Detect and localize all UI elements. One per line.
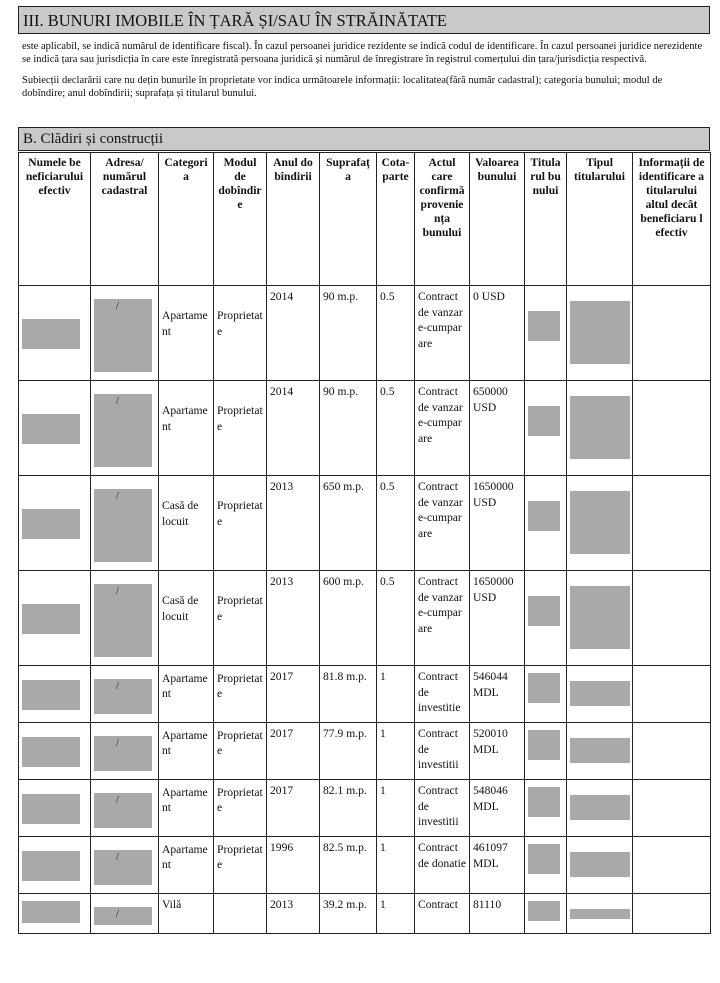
address-cell	[94, 489, 155, 562]
redacted-holder	[528, 901, 560, 921]
address-cell	[94, 394, 155, 467]
acquisition-mode-cell	[214, 894, 267, 934]
address-separator: /	[116, 852, 119, 863]
value-cell: 546044 MDL	[470, 666, 525, 723]
year-cell: 2017	[267, 666, 320, 723]
address-separator: /	[116, 396, 119, 407]
redacted-beneficiary	[22, 680, 80, 710]
share-cell: 1	[377, 666, 415, 723]
address-separator: /	[116, 795, 119, 806]
value-cell: 520010 MDL	[470, 723, 525, 780]
address-separator: /	[116, 586, 119, 597]
origin-act-cell: Contract de vanzar e-cumpar are	[415, 286, 470, 381]
address-separator: /	[116, 909, 119, 920]
redacted-holder	[528, 596, 560, 626]
holder-info-cell	[633, 894, 711, 934]
category-cell: Apartame nt	[159, 780, 214, 837]
category-cell: Apartame nt	[159, 286, 214, 381]
year-cell: 2014	[267, 381, 320, 476]
section-title-band	[18, 6, 710, 34]
holder-info-cell	[633, 780, 711, 837]
redacted-address	[94, 584, 152, 657]
origin-act-cell: Contract	[415, 894, 470, 934]
category-cell: Apartame nt	[159, 723, 214, 780]
value-cell: 650000 USD	[470, 381, 525, 476]
redacted-address	[94, 489, 152, 562]
table-row	[19, 780, 711, 837]
year-cell: 2017	[267, 723, 320, 780]
holder-info-cell	[633, 286, 711, 381]
table-header-row	[19, 153, 711, 286]
redacted-address	[94, 850, 152, 885]
category-cell: Apartame nt	[159, 837, 214, 894]
header-origin-act: Actul care confirmă provenie nța bunului	[415, 153, 470, 286]
acquisition-mode-cell: Proprietat e	[214, 381, 267, 476]
redacted-holder-type	[570, 396, 630, 459]
share-cell: 1	[377, 894, 415, 934]
value-cell: 1650000 USD	[470, 571, 525, 666]
category-cell: Vilă	[159, 894, 214, 934]
header-value: Valoarea bunului	[470, 153, 525, 286]
origin-act-cell: Contract de investitii	[415, 780, 470, 837]
table-row	[19, 286, 711, 381]
holder-info-cell	[633, 476, 711, 571]
header-area: Suprafaț a	[320, 153, 377, 286]
address-cell	[94, 793, 155, 828]
holder-info-cell	[633, 723, 711, 780]
redacted-beneficiary	[22, 604, 80, 634]
category-cell: Apartame nt	[159, 381, 214, 476]
origin-act-cell: Contract de donatie	[415, 837, 470, 894]
acquisition-mode-cell: Proprietat e	[214, 666, 267, 723]
value-cell: 1650000 USD	[470, 476, 525, 571]
redacted-holder	[528, 501, 560, 531]
subsection-title-band	[18, 127, 710, 151]
redacted-address	[94, 793, 152, 828]
redacted-address	[94, 394, 152, 467]
header-category: Categori a	[159, 153, 214, 286]
share-cell: 1	[377, 723, 415, 780]
value-cell: 81110	[470, 894, 525, 934]
year-cell: 2014	[267, 286, 320, 381]
address-cell	[94, 736, 155, 771]
share-cell: 0.5	[377, 476, 415, 571]
area-cell: 82.1 m.p.	[320, 780, 377, 837]
header-year: Anul do bîndirii	[267, 153, 320, 286]
area-cell: 82.5 m.p.	[320, 837, 377, 894]
category-cell: Casă de locuit	[159, 476, 214, 571]
origin-act-cell: Contract de investitie	[415, 666, 470, 723]
acquisition-mode-cell: Proprietat e	[214, 837, 267, 894]
address-separator: /	[116, 681, 119, 692]
header-holder: Titula rul bu nului	[525, 153, 567, 286]
redacted-holder-type	[570, 301, 630, 364]
redacted-holder-type	[570, 909, 630, 919]
redacted-address	[94, 907, 152, 925]
acquisition-mode-cell: Proprietat e	[214, 571, 267, 666]
header-beneficiary: Numele be neficiarului efectiv	[19, 153, 91, 286]
redacted-holder-type	[570, 795, 630, 820]
redacted-beneficiary	[22, 414, 80, 444]
redacted-holder	[528, 406, 560, 436]
address-separator: /	[116, 491, 119, 502]
header-address: Adresa/ numărul cadastral	[91, 153, 159, 286]
address-cell	[94, 679, 155, 714]
section-title: III. BUNURI IMOBILE ÎN ȚARĂ ȘI/SAU ÎN STRĂINĂTATE	[23, 11, 447, 30]
address-cell	[94, 907, 155, 925]
year-cell: 1996	[267, 837, 320, 894]
redacted-holder-type	[570, 491, 630, 554]
redacted-beneficiary	[22, 509, 80, 539]
table-row	[19, 666, 711, 723]
area-cell: 81.8 m.p.	[320, 666, 377, 723]
acquisition-mode-cell: Proprietat e	[214, 476, 267, 571]
area-cell: 90 m.p.	[320, 286, 377, 381]
share-cell: 1	[377, 837, 415, 894]
address-cell	[94, 299, 155, 372]
area-cell: 39.2 m.p.	[320, 894, 377, 934]
area-cell: 650 m.p.	[320, 476, 377, 571]
header-share: Cota-parte	[377, 153, 415, 286]
redacted-beneficiary	[22, 851, 80, 881]
redacted-address	[94, 679, 152, 714]
redacted-holder	[528, 844, 560, 874]
address-cell	[94, 850, 155, 885]
header-holder-info: Informații de identificare a titularului altul decât beneficiaru l efectiv	[633, 153, 711, 286]
address-separator: /	[116, 301, 119, 312]
intro-paragraph-1: este aplicabil, se indică numărul de identificare fiscal). În cazul persoanei juridice rezidente se indică codul de identificare. În cazul persoanei juridice nerezidente se indică țara sau jurisdicția în care este înregistrată persoana juridică și numărul de înregistrare în registrul comerțului din țara/jurisdicția respectivă.	[22, 41, 703, 65]
category-cell: Casă de locuit	[159, 571, 214, 666]
buildings-table	[18, 152, 711, 934]
area-cell: 90 m.p.	[320, 381, 377, 476]
acquisition-mode-cell: Proprietat e	[214, 723, 267, 780]
redacted-holder	[528, 730, 560, 760]
table-row	[19, 476, 711, 571]
redacted-address	[94, 736, 152, 771]
redacted-beneficiary	[22, 901, 80, 923]
holder-info-cell	[633, 571, 711, 666]
year-cell: 2013	[267, 571, 320, 666]
share-cell: 1	[377, 780, 415, 837]
year-cell: 2017	[267, 780, 320, 837]
acquisition-mode-cell: Proprietat e	[214, 780, 267, 837]
intro-paragraph-2: Subiecții declarării care nu dețin bunurile în proprietate vor indica următoarele informații: localitatea(fără număr cadastral); categoria bunului; modul de dobîndire; anul dobîndirii; suprafața și titularul bunului.	[22, 75, 663, 99]
holder-info-cell	[633, 837, 711, 894]
table-row	[19, 837, 711, 894]
holder-info-cell	[633, 666, 711, 723]
share-cell: 0.5	[377, 286, 415, 381]
header-holder-type: Tipul titularului	[567, 153, 633, 286]
table-row	[19, 894, 711, 934]
redacted-holder-type	[570, 681, 630, 706]
area-cell: 600 m.p.	[320, 571, 377, 666]
holder-info-cell	[633, 381, 711, 476]
redacted-holder-type	[570, 852, 630, 877]
redacted-beneficiary	[22, 319, 80, 349]
redacted-beneficiary	[22, 737, 80, 767]
table-row	[19, 723, 711, 780]
origin-act-cell: Contract de investitii	[415, 723, 470, 780]
table-row	[19, 381, 711, 476]
area-cell: 77.9 m.p.	[320, 723, 377, 780]
value-cell: 0 USD	[470, 286, 525, 381]
value-cell: 548046 MDL	[470, 780, 525, 837]
table-row	[19, 571, 711, 666]
year-cell: 2013	[267, 476, 320, 571]
origin-act-cell: Contract de vanzar e-cumpar are	[415, 381, 470, 476]
redacted-holder	[528, 787, 560, 817]
header-acquisition-mode: Modul de dobîndir e	[214, 153, 267, 286]
category-cell: Apartame nt	[159, 666, 214, 723]
redacted-holder-type	[570, 738, 630, 763]
redacted-address	[94, 299, 152, 372]
year-cell: 2013	[267, 894, 320, 934]
redacted-holder	[528, 311, 560, 341]
address-separator: /	[116, 738, 119, 749]
redacted-beneficiary	[22, 794, 80, 824]
intro-text	[22, 40, 704, 108]
share-cell: 0.5	[377, 381, 415, 476]
address-cell	[94, 584, 155, 657]
acquisition-mode-cell: Proprietat e	[214, 286, 267, 381]
share-cell: 0.5	[377, 571, 415, 666]
origin-act-cell: Contract de vanzar e-cumpar are	[415, 476, 470, 571]
origin-act-cell: Contract de vanzar e-cumpar are	[415, 571, 470, 666]
subsection-title: B. Clădiri și construcții	[23, 131, 163, 147]
value-cell: 461097 MDL	[470, 837, 525, 894]
redacted-holder-type	[570, 586, 630, 649]
redacted-holder	[528, 673, 560, 703]
